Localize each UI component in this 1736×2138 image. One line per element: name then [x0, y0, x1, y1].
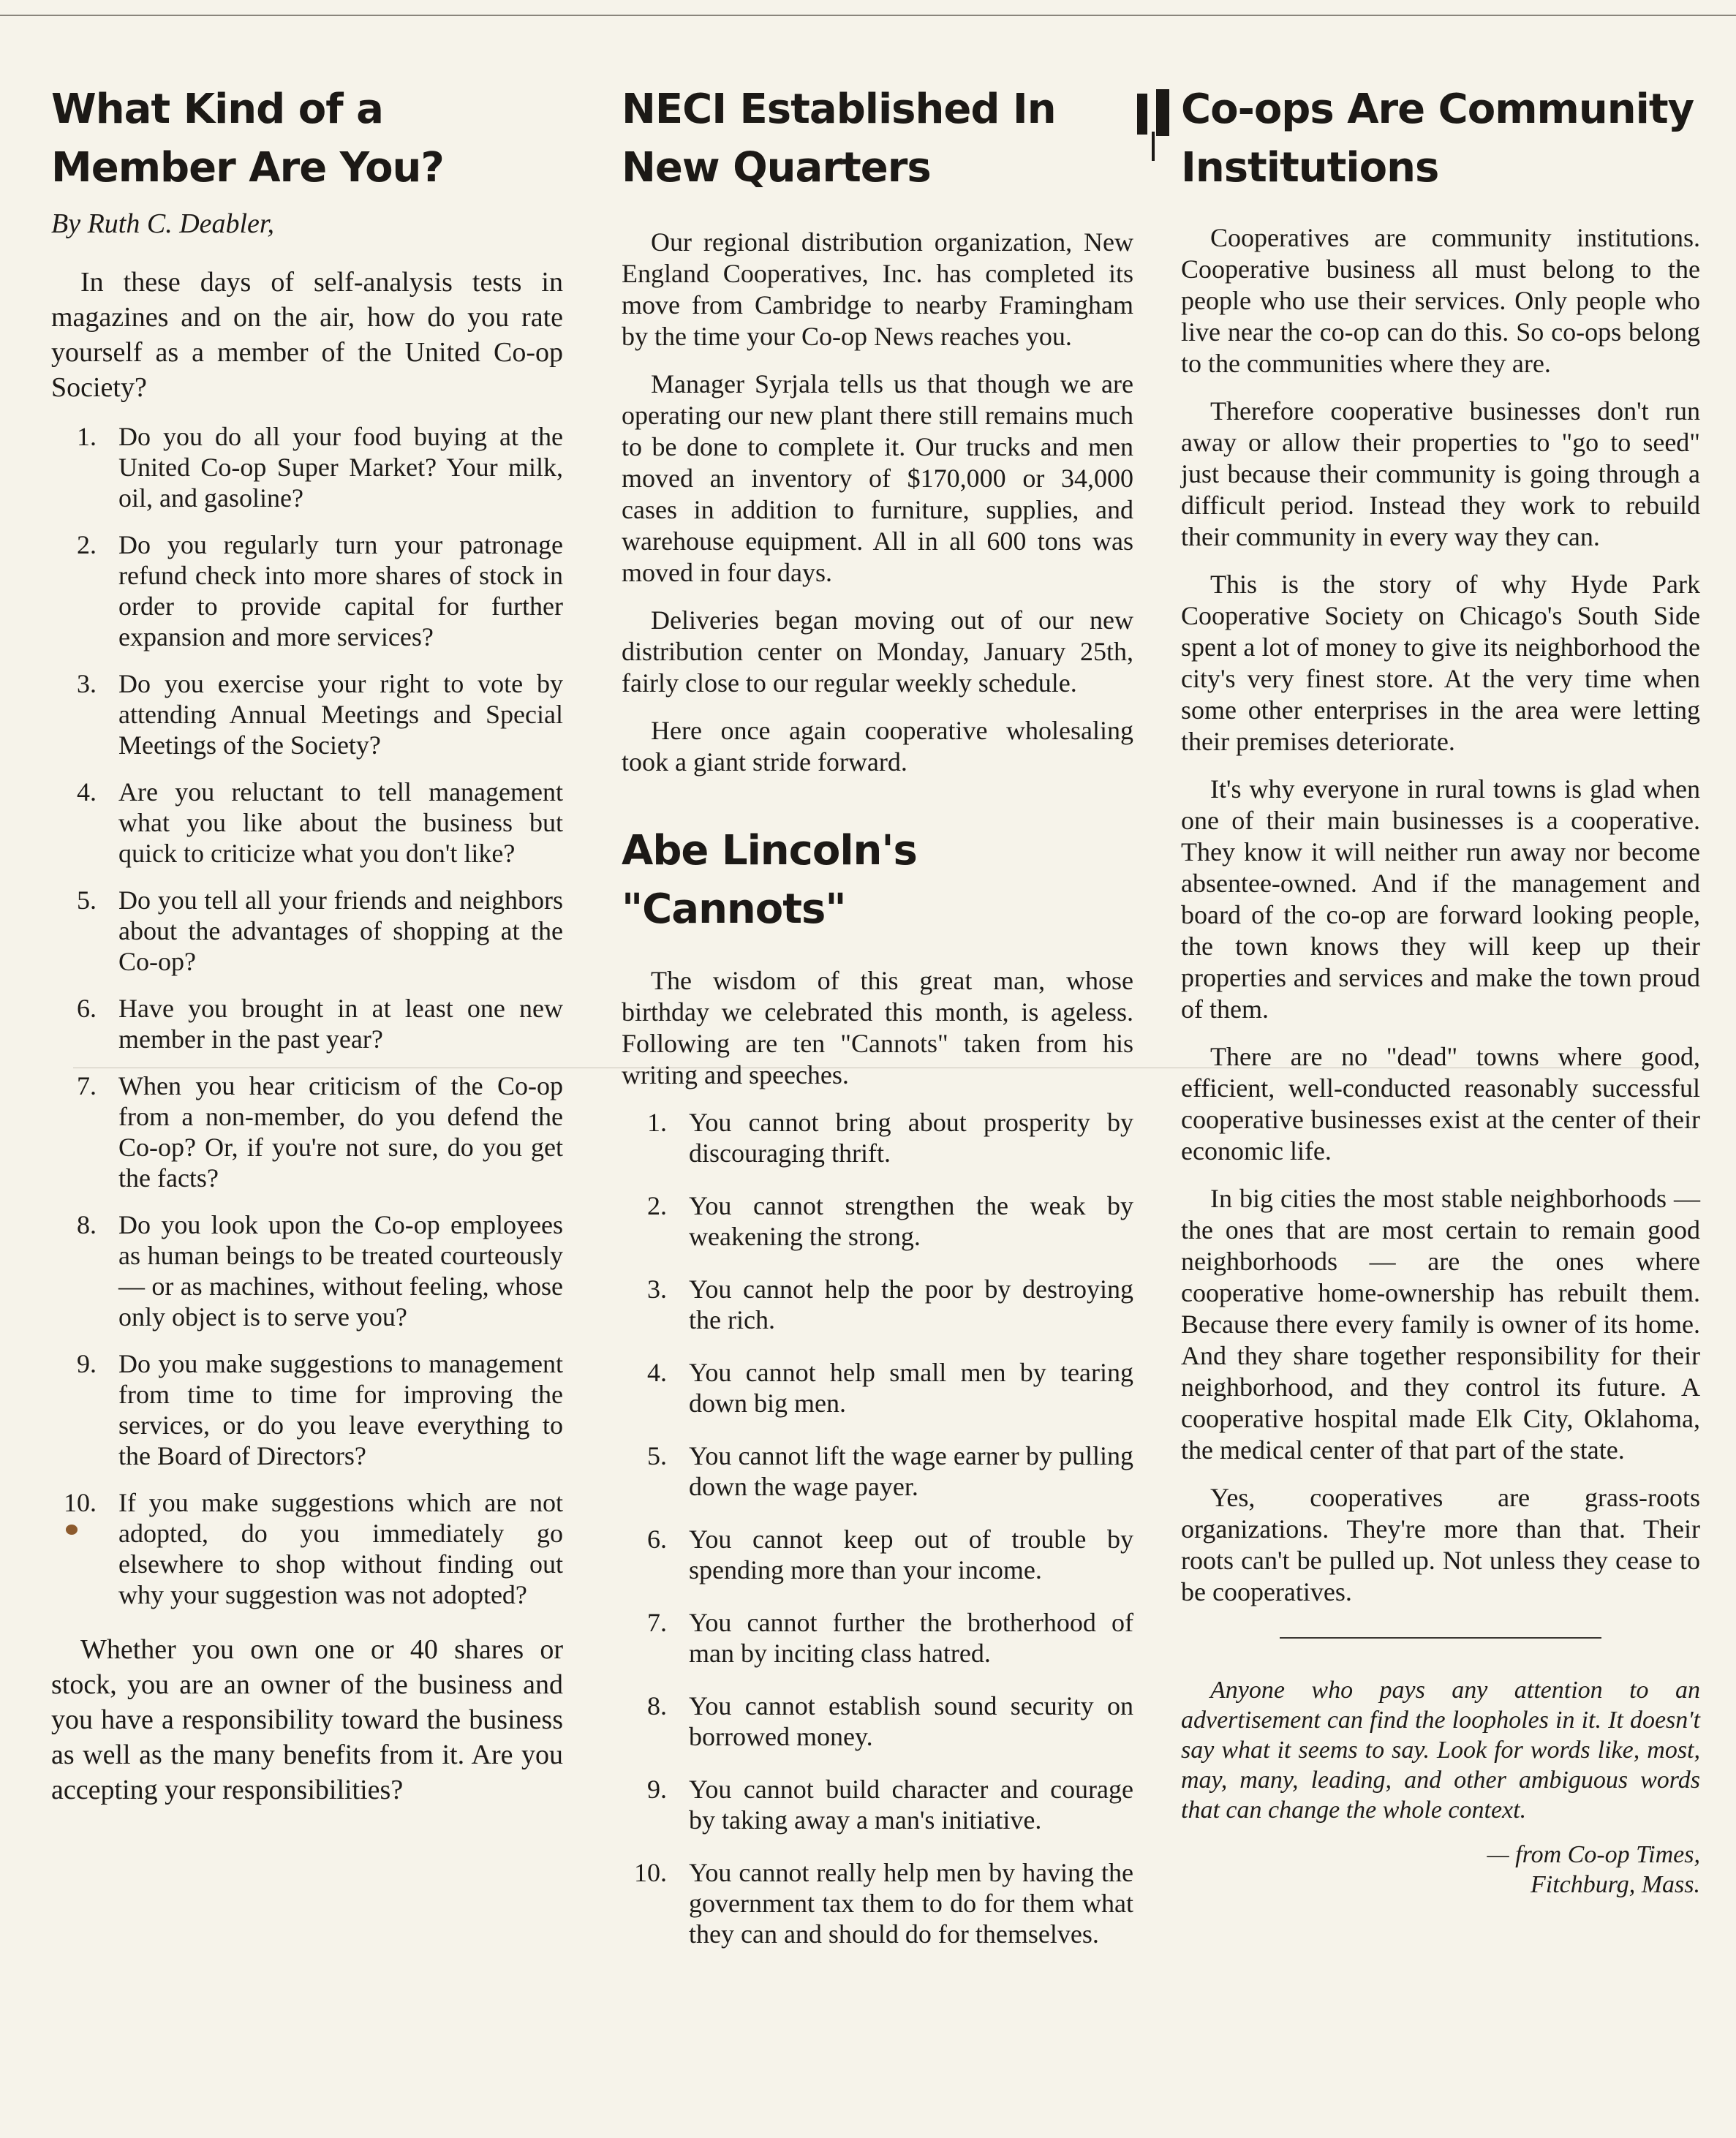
list-item: 10. If you make suggestions which are not adopted, do you immediately go elsewhere to shop without finding out why your suggestion was not adopted? — [64, 1488, 563, 1609]
divider — [1280, 1637, 1601, 1639]
credit-place: Fitchburg, Mass. — [1530, 1871, 1700, 1898]
list-item: 6. You cannot keep out of trouble by spending more than your income. — [647, 1525, 1133, 1584]
list-item: 7. You cannot further the brotherhood of man by inciting class hatred. — [647, 1608, 1133, 1668]
paragraph: Manager Syrjala tells us that though we are operating our new plant there still remains much to be done to complete it. Our trucks and men moved an inventory of $170,000 or 34,000 cases in addition to furniture, supplies, and warehouse equipment. All in all 600 tons was moved in four days. — [622, 369, 1133, 587]
article-coops-column — [1181, 80, 1700, 1900]
article-member-column — [51, 80, 563, 1824]
paragraph: Yes, cooperatives are grass-roots organizations. They're more than that. Their roots can't be pulled up. Not unless they cease to be cooperatives. — [1181, 1483, 1700, 1606]
paragraph: Cooperatives are community institutions. Cooperative business all must belong to the people who use their services. Only people who live near the co-op can do this. So co-ops belong to the communities where they are. — [1181, 223, 1700, 378]
paragraph: There are no "dead" towns where good, efficient, well-conducted reasonably successful cooperative businesses exist at the center of their economic life. — [1181, 1042, 1700, 1166]
closing-paragraph: Whether you own one or 40 shares or stock, you are an owner of the business and you have a responsibility toward the business as well as the many benefits from it. Are you accepting your responsibilities? — [51, 1634, 563, 1805]
list-item: 2. Do you regularly turn your patronage refund check into more shares of stock in order to provide capital for further expansion and more services? — [77, 530, 563, 651]
list-item: 3. You cannot help the poor by destroying the rich. — [647, 1274, 1133, 1334]
list-item: 8. Do you look upon the Co-op employees as human beings to be treated courteously — or as machines, without feeling, whose only object is to serve you? — [77, 1210, 563, 1331]
paragraph: This is the story of why Hyde Park Cooperative Society on Chicago's South Side spent a lot of money to give its neighborhood the city's very finest store. At the very time when some other enterprises in the area were letting their premises deteriorate. — [1181, 570, 1700, 756]
article-title-member: What Kind of a Member Are You? — [51, 86, 444, 192]
paragraph: In big cities the most stable neighborhoods — the ones that are most certain to remain good neighborhoods — are the ones where cooperative home-ownership has rebuilt them. Because there every family is owner of its home. And they share together responsibility for their neighborhood, and they control its future. A cooperative hospital made Elk City, Oklahoma, the medical center of that part of the state. — [1181, 1184, 1700, 1465]
list-item: 10. You cannot really help men by having the government tax them to do for them what they can and should do for themselves. — [634, 1858, 1133, 1949]
lincoln-intro: The wisdom of this great man, whose birthday we celebrated this month, is ageless. Following are ten "Cannots" taken from his writing and speeches. — [622, 966, 1133, 1089]
list-item: 2. You cannot strengthen the weak by weakening the strong. — [647, 1191, 1133, 1251]
list-item: 1. You cannot bring about prosperity by discouraging thrift. — [647, 1108, 1133, 1168]
quote-credit — [1181, 1840, 1700, 1900]
list-item: 4. You cannot help small men by tearing down big men. — [647, 1358, 1133, 1418]
byline: By Ruth C. Deabler, — [51, 208, 275, 239]
credit-source: — from Co-op Times, — [1487, 1841, 1700, 1868]
paragraph: Our regional distribution organization, New England Cooperatives, Inc. has completed its move from Cambridge to nearby Framingham by the time your Co-op News reaches you. — [622, 227, 1133, 351]
paragraph: Here once again cooperative wholesaling took a giant stride forward. — [622, 716, 1133, 777]
cannots-list — [622, 1107, 1133, 1949]
ink-mark — [1137, 94, 1147, 135]
article-title-neci: NECI Established In New Quarters — [622, 86, 1056, 192]
paragraph: Deliveries began moving out of our new distribution center on Monday, January 25th, fairly close to our regular weekly schedule. — [622, 605, 1133, 698]
list-item: 6. Have you brought in at least one new member in the past year? — [77, 994, 563, 1054]
article-title-lincoln: Abe Lincoln's "Cannots" — [622, 827, 917, 933]
quote-text: Anyone who pays any attention to an advertisement can find the loopholes in it. It doesn't say what it seems to say. Look for words like, most, may, many, leading, and other ambiguous words that can change the whole context. — [1181, 1677, 1700, 1824]
article-title-coops: Co-ops Are Community Institutions — [1181, 86, 1694, 192]
list-item: 9. You cannot build character and courage by taking away a man's initiative. — [647, 1775, 1133, 1835]
list-item: 3. Do you exercise your right to vote by attending Annual Meetings and Special Meetings of the Society? — [77, 669, 563, 760]
list-item: 9. Do you make suggestions to management from time to time for improving the services, or do you leave everything to the Board of Directors? — [77, 1349, 563, 1470]
list-item: 5. Do you tell all your friends and neighbors about the advantages of shopping at the Co-op? — [77, 885, 563, 976]
paragraph: Therefore cooperative businesses don't run away or allow their properties to "go to seed" just because their community is going through a difficult period. Instead they work to rebuild their community in every way they can. — [1181, 396, 1700, 551]
question-list — [51, 421, 563, 1610]
ink-mark — [1152, 132, 1155, 161]
paragraph: It's why everyone in rural towns is glad when one of their main businesses is a cooperative. They know it will neither run away nor become absentee-owned. And if the management and board of the co-op are forward looking people, the town knows they will keep up their properties and services and make the town proud of them. — [1181, 774, 1700, 1024]
top-rule — [0, 15, 1736, 16]
list-item: 5. You cannot lift the wage earner by pulling down the wage payer. — [647, 1441, 1133, 1501]
list-item: 7. When you hear criticism of the Co-op from a non-member, do you defend the Co-op? Or, if you're not sure, do you get the facts? — [77, 1071, 563, 1193]
article-neci-column — [622, 80, 1133, 1971]
list-item: 8. You cannot establish sound security on borrowed money. — [647, 1691, 1133, 1751]
ink-mark — [1156, 89, 1169, 136]
intro-paragraph: In these days of self-analysis tests in magazines and on the air, how do you rate yourself as a member of the United Co-op Society? — [51, 267, 563, 403]
list-item: 4. Are you reluctant to tell management what you like about the business but quick to criticize what you don't like? — [77, 777, 563, 868]
list-item: 1. Do you do all your food buying at the United Co-op Super Market? Your milk, oil, and gasoline? — [77, 422, 563, 513]
